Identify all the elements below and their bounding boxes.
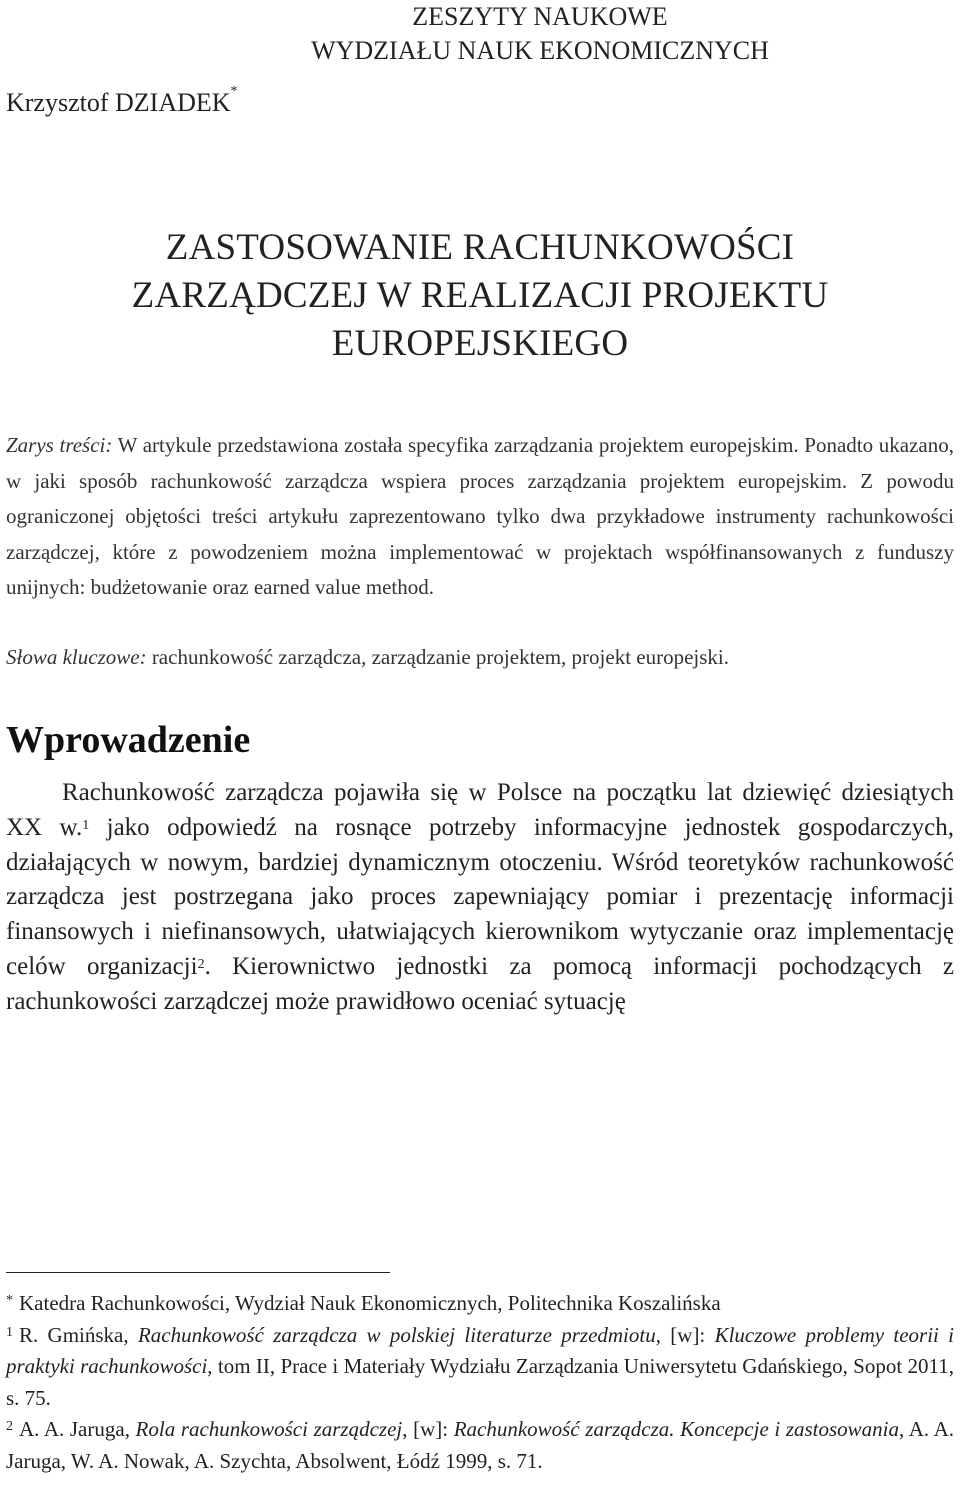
title-line2: ZARZĄDCZEJ W REALIZACJI PROJEKTU [131,275,829,316]
keywords [6,640,954,675]
footnote-title: Rola rachunkowości zarządczej [135,1417,403,1441]
footnote-mark: 2 [6,1419,13,1434]
footnote-2 [6,1414,954,1477]
footnote-connector: , [w]: [655,1322,715,1347]
footnote-affiliation [6,1288,954,1320]
author-footnote-marker: * [230,84,238,99]
footnotes [6,1288,954,1477]
abstract-label: Zarys treści: [6,433,113,457]
body-text-part3: . Kierownictwo jednostki za pomocą informacji pochodzących z rachunkowości zarządczej może prawidłowo oceniać sytuację [6,952,954,1015]
footnote-details: , tom II, Prace i Materiały Wydziału Zarządzania Uniwersytetu Gdańskiego, Sopot 2011, s. 75. [6,1354,954,1410]
keywords-text: rachunkowość zarządcza, zarządzanie projektem, projekt europejski. [151,645,730,669]
body-text-part2: jako odpowiedź na rosnące potrzeby informacyjne jednostek gospodarczych, działających w nowym, bardziej dynamicznym otoczeniu. Wśród teoretyków rachunkowość zarządcza jest postrzegana jako proces zapewniający pomiar i prezentację informacji finansowych i niefinansowych, ułatwiających kierownikom wytyczanie oraz implementację celów organizacji [6,813,954,980]
journal-name-line2: WYDZIAŁU NAUK EKONOMICZNYCH [311,36,769,65]
footnote-1 [6,1320,954,1415]
footnote-author: A. A. Jaruga, [19,1417,136,1441]
body-text [6,776,954,1020]
footnote-ref-1: 1 [82,817,90,833]
footnote-details: , A. A. Jaruga, W. A. Nowak, A. Szychta, Absolwent, Łódź 1999, s. 71. [6,1417,954,1473]
body-paragraph [6,776,954,1020]
journal-name-line1: ZESZYTY NAUKOWE [412,2,668,31]
footnote-mark: 1 [6,1324,13,1340]
journal-header [0,0,960,68]
footnote-source: Rachunkowość zarządcza. Koncepcje i zastosowania [453,1417,900,1441]
abstract [6,428,954,606]
footnote-author: R. Gmińska, [19,1322,138,1347]
title-line1: ZASTOSOWANIE RACHUNKOWOŚCI [165,227,795,268]
footnote-text: Katedra Rachunkowości, Wydział Nauk Ekonomicznych, Politechnika Koszalińska [19,1291,721,1315]
author [6,84,238,118]
body-text-part1: Rachunkowość zarządcza pojawiła się w Polsce na początku lat dziewięć dziesiątych XX w. [6,779,954,841]
keywords-label: Słowa kluczowe: [6,645,147,669]
abstract-text: W artykule przedstawiona została specyfika zarządzania projektem europejskim. Ponadto ukazano, w jaki sposób rachunkowość zarządcza wspiera proces zarządzania projektem europejskim. Z powodu ograniczonej objętości treści artykułu zaprezentowano tylko dwa przykładowe instrumenty rachunkowości zarządczej, które z powodzeniem można implementować w projektach współfinansowanych z funduszy unijnych: budżetowanie oraz earned value method. [6,433,954,599]
footnote-title: Rachunkowość zarządcza w polskiej literaturze przedmiotu [137,1322,656,1347]
footnote-separator [6,1272,390,1273]
section-heading: Wprowadzenie [6,719,251,761]
footnote-mark: * [6,1293,13,1308]
footnote-connector: , [w]: [402,1417,454,1441]
article-title [0,224,960,368]
title-line3: EUROPEJSKIEGO [331,323,629,364]
author-name: Krzysztof DZIADEK [6,88,231,117]
footnote-source: Kluczowe problemy teorii i praktyki rachunkowości [6,1322,954,1378]
footnote-ref-2: 2 [197,956,205,972]
